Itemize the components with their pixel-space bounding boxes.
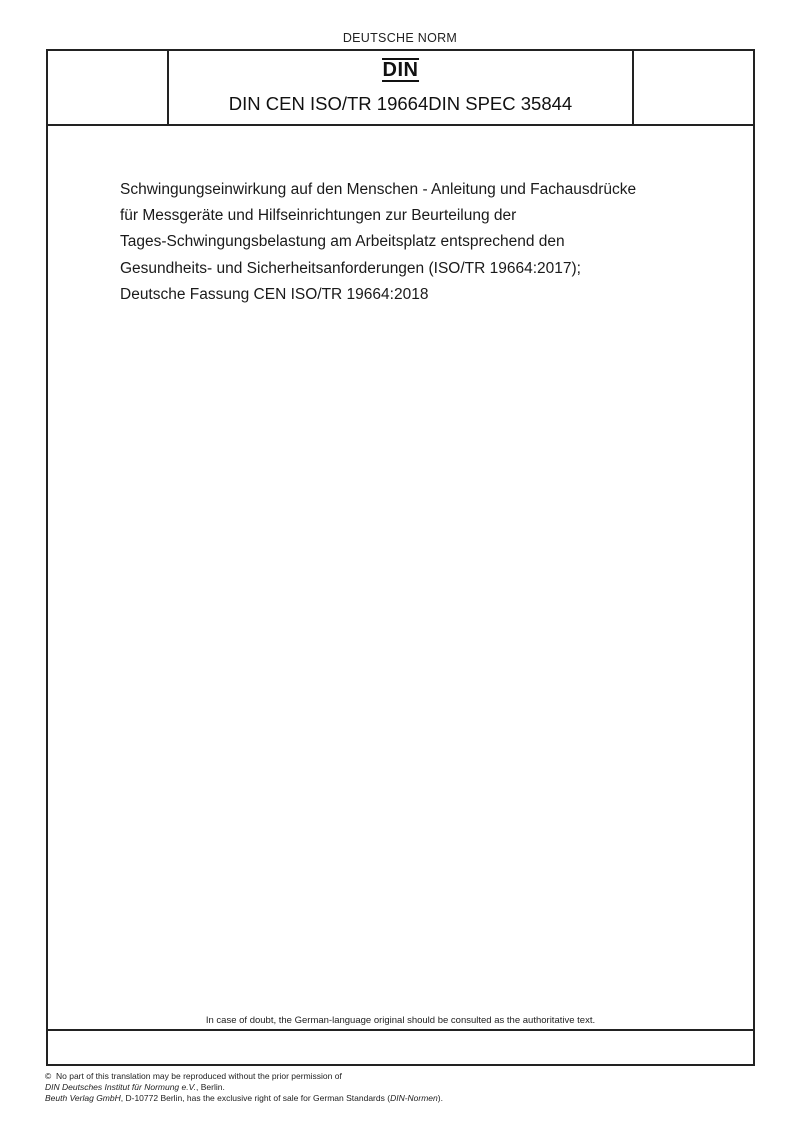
- title-line: Deutsche Fassung CEN ISO/TR 19664:2018: [120, 285, 429, 303]
- copyright-line-2: [45, 1082, 443, 1093]
- document-title: [120, 177, 720, 308]
- copyright-notice: [45, 1071, 443, 1104]
- title-line: Gesundheits- und Sicherheitsanforderungen (ISO/TR 19664:2017);: [120, 259, 581, 277]
- copyright-text: No part of this translation may be reproduced without the prior permission of: [56, 1071, 342, 1081]
- document-frame: [46, 49, 755, 1066]
- copyright-symbol: ©: [45, 1071, 52, 1081]
- document-type-label: DEUTSCHE NORM: [342, 31, 458, 45]
- din-normen-label: DIN-Normen: [390, 1093, 438, 1103]
- footer-divider: [48, 1029, 753, 1031]
- header-cell-center: [169, 51, 632, 124]
- header-cell-right: [632, 51, 753, 124]
- header-cell-left: [48, 51, 169, 124]
- copyright-line-3-end: ).: [437, 1093, 443, 1103]
- document-number: DIN CEN ISO/TR 19664DIN SPEC 35844: [228, 93, 573, 114]
- header-row: [48, 51, 753, 126]
- distributor-name: Beuth Verlag GmbH: [45, 1093, 121, 1103]
- title-line: für Messgeräte und Hilfseinrichtungen zur Beurteilung der: [120, 207, 517, 225]
- title-line: Schwingungseinwirkung auf den Menschen - Anleitung und Fachausdrücke: [120, 181, 637, 198]
- translation-disclaimer: In case of doubt, the German-language original should be consulted as the authoritative text.: [205, 1015, 596, 1026]
- din-logo: DIN: [382, 59, 419, 81]
- copyright-line-1: [45, 1071, 443, 1082]
- copyright-line-3-middle: , D-10772 Berlin, has the exclusive right of sale for German Standards (: [120, 1093, 391, 1103]
- copyright-line-2-rest: , Berlin.: [196, 1082, 225, 1092]
- title-line: Tages-Schwingungsbelastung am Arbeitsplatz entsprechend den: [120, 233, 565, 251]
- copyright-line-3: [45, 1093, 443, 1104]
- publisher-name: DIN Deutsches Institut für Normung e.V.: [45, 1082, 197, 1092]
